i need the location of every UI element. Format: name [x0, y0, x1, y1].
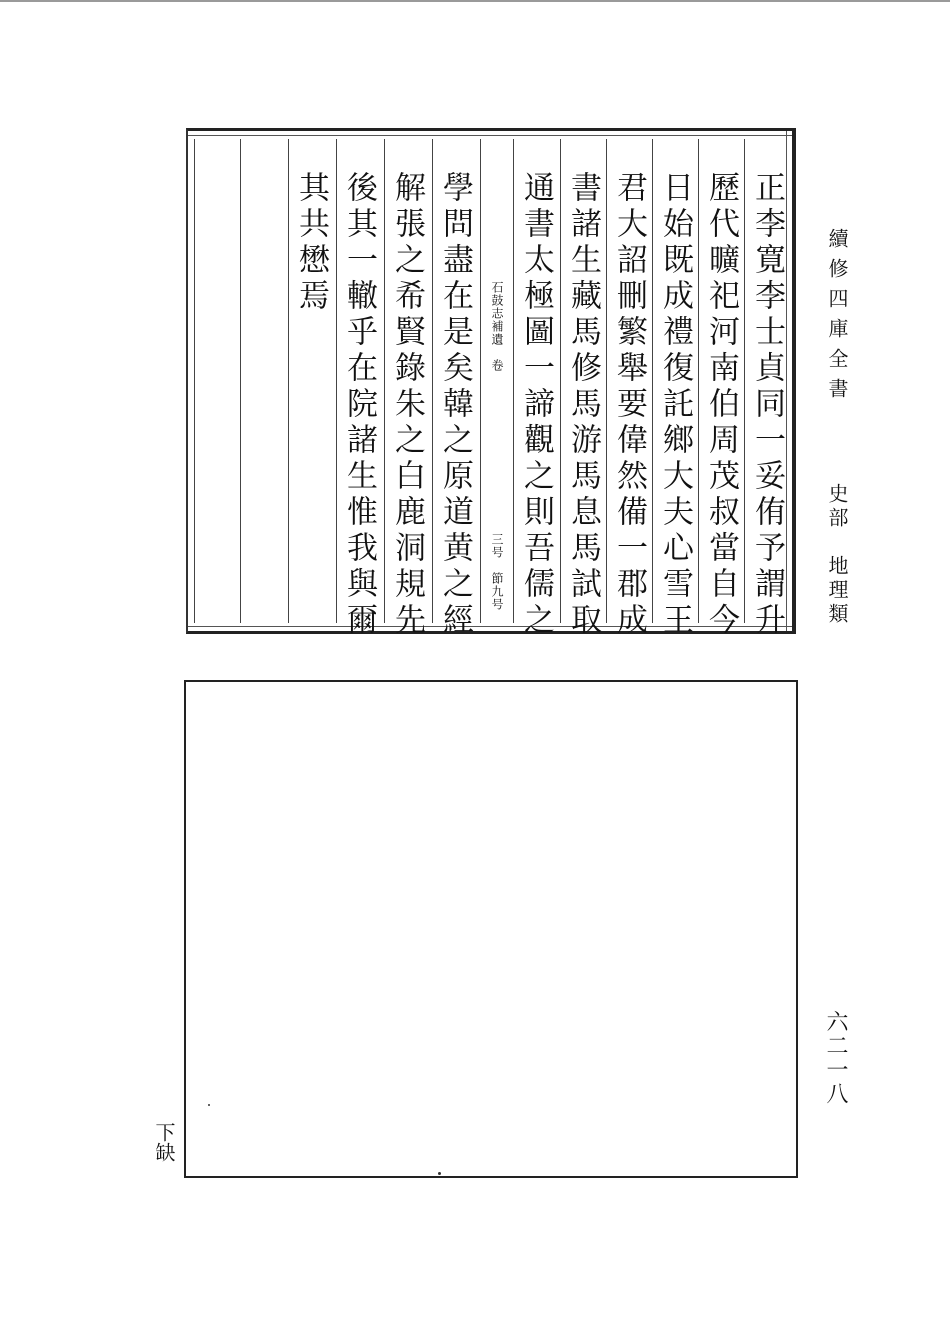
text-column: 後其一轍乎在院諸生惟我與爾 — [341, 171, 377, 639]
frame-inner-rule-top — [188, 135, 792, 136]
text-block-frame — [186, 128, 796, 639]
column-rule — [194, 139, 195, 623]
text-column: 其共懋焉 — [293, 171, 329, 315]
banner-leaf-number: 三号 節九号 — [490, 533, 504, 611]
missing-text-note: 下缺 — [152, 1122, 176, 1162]
page-number: 六二一八 — [823, 1010, 848, 1106]
blank-page-frame — [184, 680, 798, 1178]
text-column: 日始既成禮復託鄉大夫心雪王 — [657, 171, 693, 639]
banner-title: 石鼓志補遺 卷 — [490, 281, 504, 372]
text-column: 通書太極圖一諦觀之則吾儒之 — [518, 171, 554, 639]
series-category: 史部 地理類 — [825, 483, 849, 627]
text-column: 解張之希賢錄朱之白鹿洞規先 — [389, 171, 425, 639]
text-column: 正李寛李士貞同一妥侑予謂升 — [749, 171, 785, 639]
column-rule — [480, 139, 481, 623]
text-column: 學問盡在是矣韓之原道黄之經 — [437, 171, 473, 639]
text-column: 君大詔刪繁舉要偉然備一郡成 — [611, 171, 647, 639]
column-rule — [240, 139, 241, 623]
text-column: 歷代曠祀河南伯周茂叔當自今 — [703, 171, 739, 639]
text-column: 書諸生藏馬修馬游馬息馬試取 — [565, 171, 601, 639]
top-edge-line — [0, 0, 950, 2]
speck-mark — [438, 1172, 441, 1175]
series-title: 續修四庫全書 — [825, 228, 849, 408]
speck-mark — [208, 1104, 210, 1106]
